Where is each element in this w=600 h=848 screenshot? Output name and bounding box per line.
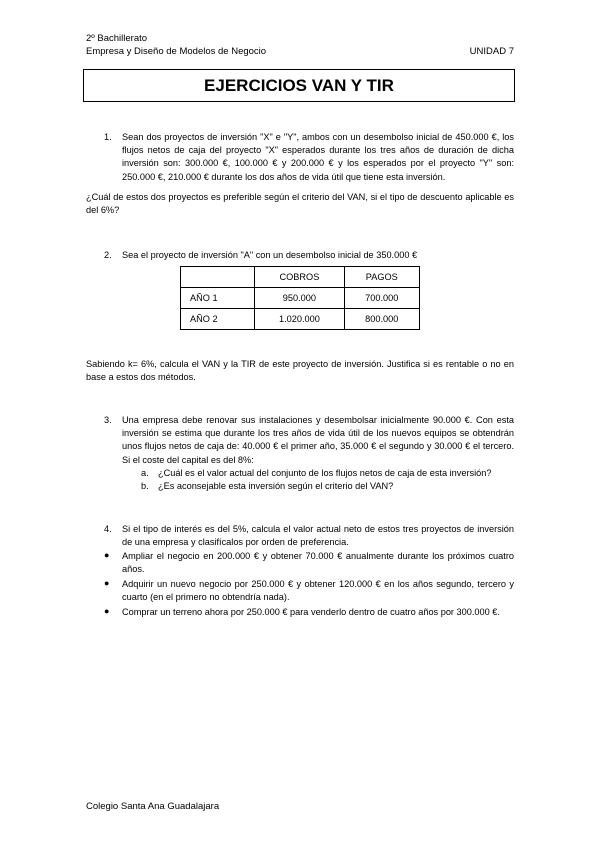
exercise-1-text: Sean dos proyectos de inversión "X" e "Y", ambos con un desembolso inicial de 450.000 €, los flujos netos de caja del proyecto "X" esperados durante los tres años de duración de dicha inversión son: 300.000 €, 100.000 € y 200.000 € y los esperados por el proyecto "Y" son: 250.000 €, 210.000 € durante los dos años de vida útil que tiene esta inversión.: [122, 132, 514, 182]
bullet-dot-icon: ●: [104, 578, 110, 588]
table-header-cell: PAGOS: [344, 267, 420, 288]
footer-school: Colegio Santa Ana Guadalajara: [86, 801, 220, 812]
exercise-3-item-b-label: b.: [141, 481, 149, 491]
course-label: 2º Bachillerato: [86, 33, 148, 44]
exercise-4-bullet-1: Ampliar el negocio en 200.000 € y obtener 70.000 € anualmente durante los próximos cuatro años.: [122, 551, 514, 575]
exercise-4-number: 4.: [104, 524, 112, 534]
subject-label: Empresa y Diseño de Modelos de Negocio: [86, 46, 267, 57]
exercise-3-number: 3.: [104, 415, 112, 425]
exercise-4-bullet-3: Comprar un terreno ahora por 250.000 € para venderlo dentro de cuatro años por 300.000 €.: [122, 607, 500, 617]
table-row: [181, 288, 420, 309]
unit-label: UNIDAD 7: [469, 46, 514, 57]
table-header-cell: COBROS: [255, 267, 344, 288]
exercise-3-item-a-label: a.: [141, 468, 149, 478]
exercise-4-bullet-2: Adquirir un nuevo negocio por 250.000 € y obtener 120.000 € en los años segundo, tercero y cuarto (en el primero no obtendría nada).: [122, 579, 514, 603]
exercise-2-text: Sea el proyecto de inversión "A" con un desembolso inicial de 350.000 €: [122, 250, 418, 260]
cashflow-table: [180, 266, 420, 330]
table-cell: 1.020.000: [255, 309, 344, 330]
table-cell: 700.000: [344, 288, 420, 309]
table-row: [181, 309, 420, 330]
exercise-2-question: Sabiendo k= 6%, calcula el VAN y la TIR de este proyecto de inversión. Justifica si es rentable o no en base a estos dos métodos.: [86, 359, 514, 383]
title-box: [83, 69, 515, 102]
table-header-cell: [181, 267, 255, 288]
table-cell: AÑO 1: [181, 288, 255, 309]
exercise-1-question: ¿Cuál de estos dos proyectos es preferible según el criterio del VAN, si el tipo de descuento aplicable es del 6%?: [86, 192, 514, 216]
table-cell: AÑO 2: [181, 309, 255, 330]
table-cell: 950.000: [255, 288, 344, 309]
exercise-2-number: 2.: [104, 250, 112, 260]
exercise-1-number: 1.: [104, 132, 112, 142]
exercise-3-text: Una empresa debe renovar sus instalaciones y desembolsar inicialmente 90.000 €. Con esta inversión se estima que durante los tres años de vida útil de los nuevos equipos se obtendrán unos flujos netos de caja de: 40.000 € el primer año, 35.000 € el segundo y 30.000 € el tercero. Si el coste del capital es del 8%:: [122, 415, 514, 465]
bullet-dot-icon: ●: [104, 550, 110, 560]
exercise-3-item-b-text: ¿Es aconsejable esta inversión según el criterio del VAN?: [158, 481, 394, 491]
exercise-3-item-a-text: ¿Cuál es el valor actual del conjunto de los flujos netos de caja de esta inversión?: [158, 468, 492, 478]
table-cell: 800.000: [344, 309, 420, 330]
exercise-4-text: Si el tipo de interés es del 5%, calcula el valor actual neto de estos tres proyectos de inversión de una empresa y clasifícalos por orden de preferencia.: [122, 524, 514, 548]
table-header-row: [181, 267, 420, 288]
page-title: EJERCICIOS VAN Y TIR: [204, 76, 394, 95]
bullet-dot-icon: ●: [104, 606, 110, 616]
